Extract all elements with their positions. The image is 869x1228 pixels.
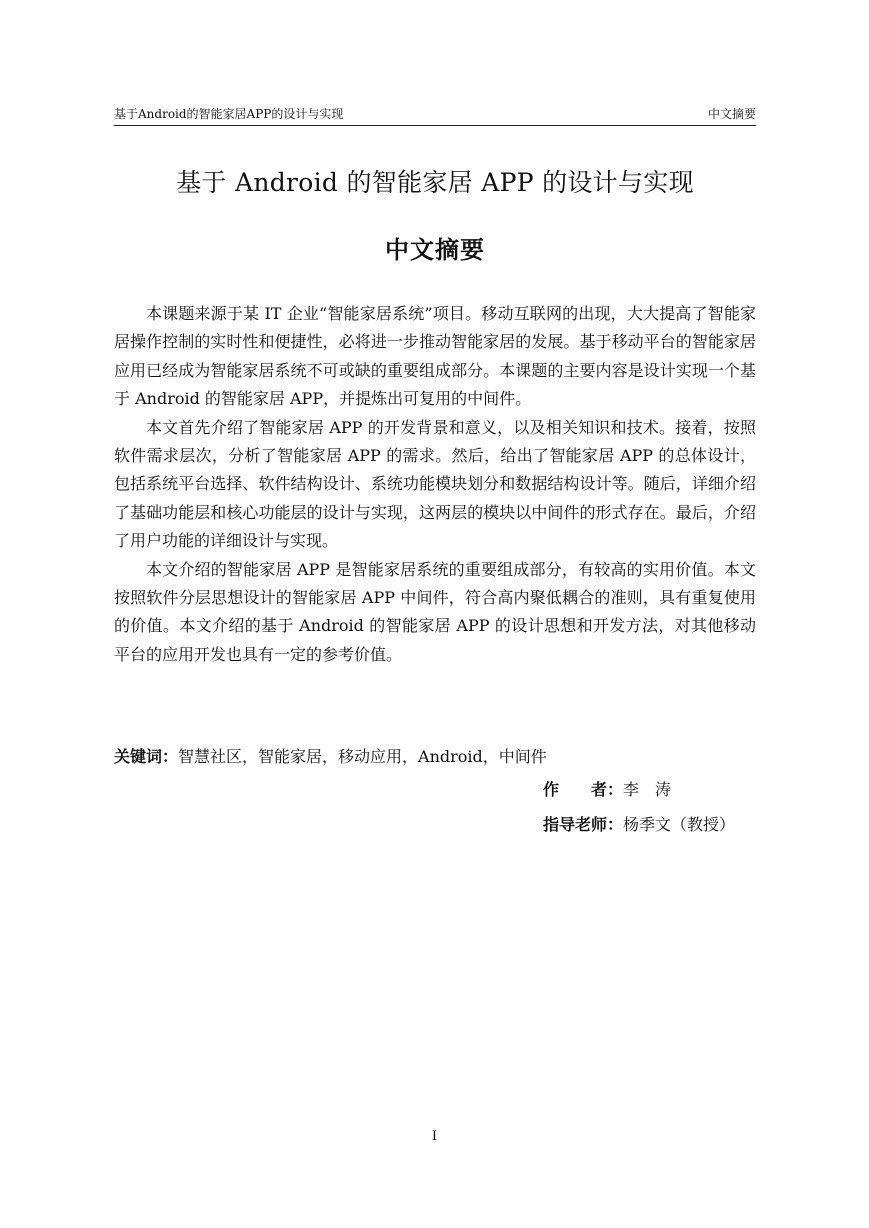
document-title: 基于 Android 的智能家居 APP 的设计与实现 <box>176 168 694 197</box>
author-label: 作 者： <box>543 780 624 799</box>
advisor-label: 指导老师： <box>543 815 624 834</box>
keywords-label: 关键词： <box>114 747 179 766</box>
section-title: 中文摘要 <box>385 235 485 264</box>
header-section-name: 中文摘要 <box>707 107 756 121</box>
keywords-line <box>114 743 756 771</box>
author-line <box>543 776 671 804</box>
keywords-value: 智慧社区，智能家居，移动应用，Android，中间件 <box>178 747 547 766</box>
abstract-paragraph: 本文介绍的智能家居 APP 是智能家居系统的重要组成部分，有较高的实用价值。本文按照软件分层思想设计的智能家居 APP 中间件，符合高内聚低耦合的准则，具有重复使用的价值。本文介绍的基于 Android 的智能家居 APP 的设计思想和开发方法，对其他移动平台的应用开发也具有一定的参考价值。 <box>114 559 756 664</box>
author-name: 李 涛 <box>623 780 672 799</box>
header-thesis-title: 基于Android的智能家居APP的设计与实现 <box>114 107 344 121</box>
abstract-body <box>114 300 756 669</box>
abstract-paragraph: 本课题来源于某 IT 企业“智能家居系统”项目。移动互联网的出现，大大提高了智能家居操作控制的实时性和便捷性，必将进一步推动智能家居的发展。基于移动平台的智能家居应用已经成为智能家居系统不可或缺的重要组成部分。本课题的主要内容是设计实现一个基于 Android 的智能家居 APP，并提炼出可复用的中间件。 <box>114 304 756 409</box>
abstract-paragraph: 本文首先介绍了智能家居 APP 的开发背景和意义，以及相关知识和技术。接着，按照软件需求层次，分析了智能家居 APP 的需求。然后，给出了智能家居 APP 的总体设计，包括系统平台选择、软件结构设计、系统功能模块划分和数据结构设计等。随后，详细介绍了基础功能层和核心功能层的设计与实现，这两层的模块以中间件的形式存在。最后，介绍了用户功能的详细设计与实现。 <box>114 417 756 551</box>
page-number: I <box>431 1129 438 1144</box>
running-header <box>114 106 756 126</box>
advisor-line <box>543 811 735 839</box>
advisor-name: 杨季文（教授） <box>623 815 736 834</box>
